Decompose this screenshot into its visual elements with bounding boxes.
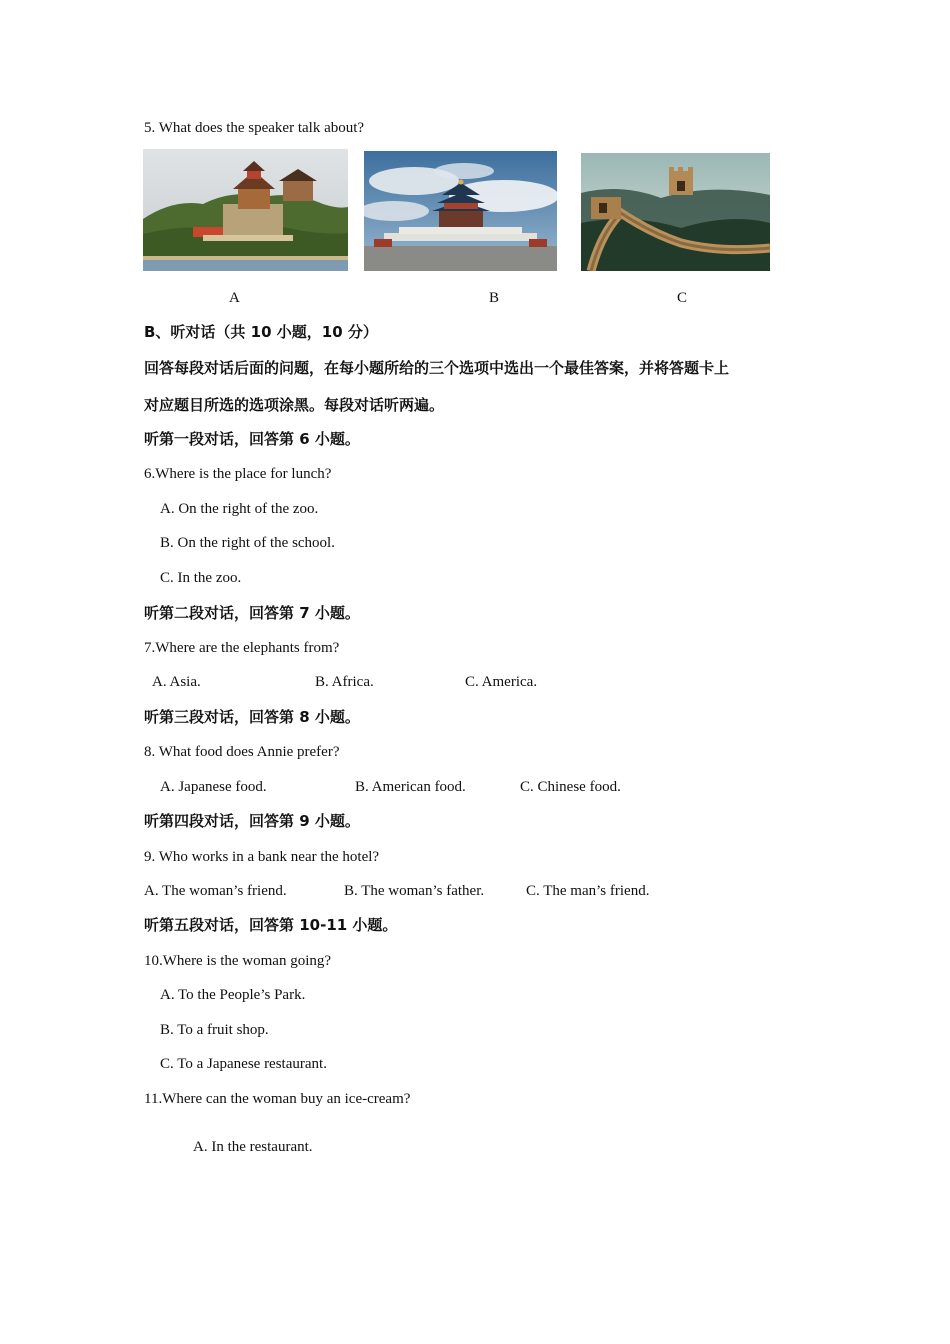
q7-option-b: B. Africa. bbox=[315, 674, 374, 690]
q8-option-a: A. Japanese food. bbox=[160, 779, 267, 795]
q8-option-b: B. American food. bbox=[355, 779, 466, 795]
dialogue-4-heading: 听第四段对话，回答第 9 小题。 bbox=[144, 812, 360, 830]
q8-option-c: C. Chinese food. bbox=[520, 779, 621, 795]
q10-option-a: A. To the People’s Park. bbox=[160, 987, 306, 1003]
question-9: 9. Who works in a bank near the hotel? bbox=[144, 849, 380, 865]
q6-option-a: A. On the right of the zoo. bbox=[160, 501, 319, 517]
summer-palace-image bbox=[143, 149, 348, 271]
question-11: 11.Where can the woman buy an ice-cream? bbox=[144, 1091, 411, 1107]
section-b-heading: B、听对话（共 10 小题，10 分） bbox=[144, 323, 378, 341]
q10-option-c: C. To a Japanese restaurant. bbox=[160, 1056, 327, 1072]
great-wall-image bbox=[581, 153, 770, 271]
dialogue-3-heading: 听第三段对话，回答第 8 小题。 bbox=[144, 708, 360, 726]
section-b-instruction-2: 对应题目所选的选项涂黑。每段对话听两遍。 bbox=[144, 396, 445, 414]
q11-option-a: A. In the restaurant. bbox=[193, 1139, 313, 1155]
question-10: 10.Where is the woman going? bbox=[144, 953, 332, 969]
dialogue-2-heading: 听第二段对话，回答第 7 小题。 bbox=[144, 604, 360, 622]
dialogue-1-heading: 听第一段对话，回答第 6 小题。 bbox=[144, 430, 360, 448]
q9-option-b: B. The woman’s father. bbox=[344, 883, 485, 899]
q7-option-a: A. Asia. bbox=[152, 674, 201, 690]
q7-option-c: C. America. bbox=[465, 674, 538, 690]
q6-option-b: B. On the right of the school. bbox=[160, 535, 335, 551]
picture-label-b: B bbox=[489, 290, 500, 306]
q6-option-c: C. In the zoo. bbox=[160, 570, 242, 586]
section-b-instruction-1: 回答每段对话后面的问题，在每小题所给的三个选项中选出一个最佳答案，并将答题卡上 bbox=[144, 359, 730, 377]
question-8: 8. What food does Annie prefer? bbox=[144, 744, 340, 760]
question-7: 7.Where are the elephants from? bbox=[144, 640, 340, 656]
question-6: 6.Where is the place for lunch? bbox=[144, 466, 332, 482]
picture-label-c: C bbox=[677, 290, 688, 306]
q9-option-a: A. The woman’s friend. bbox=[144, 883, 287, 899]
q10-option-b: B. To a fruit shop. bbox=[160, 1022, 269, 1038]
picture-label-a: A bbox=[229, 290, 240, 306]
question-5: 5. What does the speaker talk about? bbox=[144, 120, 365, 136]
dialogue-5-heading: 听第五段对话，回答第 10-11 小题。 bbox=[144, 916, 398, 934]
q9-option-c: C. The man’s friend. bbox=[526, 883, 650, 899]
temple-of-heaven-image bbox=[364, 151, 557, 271]
